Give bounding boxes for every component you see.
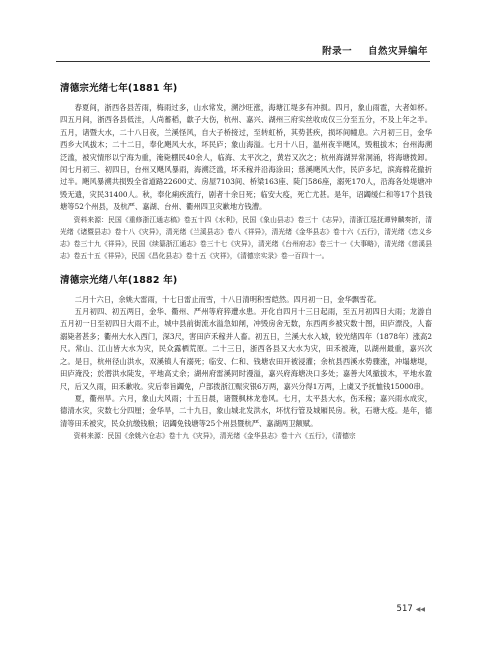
running-header	[322, 43, 428, 57]
header-rule	[56, 61, 430, 62]
page-number: 517	[396, 604, 413, 614]
paragraph: 五月初四、初五两日，金华、衢州、严州等府猝遭水患。开化自四月十三日起雨，至五月初四日大雨；龙游自五月初一日至初四日大雨不止，城中县前街流水溢急如闸，冲毁房舍无数，东西两乡被灾数十图，田庐漂没，人畜溺毙者甚多；衢州大水入西门，深3尺，害田庐禾稼并人畜。初五日，兰溪大水入城，较光绪四年（1878年）涨高2尺。常山、江山皆大水为灾，民众露栖荒原。二十三日，浙西各县又大水为灾，田禾被淹，以湖州最重，嘉兴次之。是日，杭州径山洪水，双溪镇人有溺死；临安、仁和、钱塘农田开被浸灌；余杭县西溪水势骤涨，冲塌塘堤，田庐淹没；於潜洪水陡发，平地高丈余；湖州府雷溪同时漫溢，嘉兴府海塘决口多处；嘉善大风撤拔木，平地水盈尺，后又久雨，田禾歉收。灾后奉旨蠲免，户部拨浙江赈灾银6万两，嘉兴分得1万两，上虞又予抚恤钱15000串。	[60, 307, 432, 391]
header-separator	[358, 46, 362, 57]
section-title: 清德宗光绪七年(1881 年)	[60, 83, 178, 94]
page-footer	[397, 604, 425, 614]
source-note: 资料来源：民国《余姚六仓志》卷十九《灾异》，清光绪《金华县志》卷十六《五行》，《清德宗	[73, 432, 356, 441]
section-1881	[60, 80, 432, 262]
paragraph: 夏，衢州旱。六月，象山大风雨；十五日晨，诸暨枫林龙卷风。七月，太平县大水，伤禾稼；嘉兴雨水成灾，德清水灾，灾数七分四厘；金华旱，二十九日，象山城北发洪水，坏忧行管及城厢民房。秋，石塘大疫。是年，德清等田禾被灾，民众抗缴钱粮；诏蠲免钱塘等25个州县暨杭严、嘉湖两卫额赋。	[60, 393, 432, 428]
section-title: 清德宗光绪八年(1882 年)	[60, 274, 178, 286]
page-content	[60, 70, 432, 448]
section-1882	[60, 272, 432, 442]
source-note: 资料来源：民国《重修浙江通志稿》卷五十四《水利》，民国《象山县志》卷三十《志异》，清浙江巡抚谭钟麟奏折，清光绪《诸暨县志》卷十八《灾异》，清光绪《兰溪县志》卷八《祥异》，清光绪《金华县志》卷十六《五行》，清光绪《忠义乡志》卷三十九《祥异》，民国《续纂浙江通志》卷三十七《灾异》，清光绪《台州府志》卷三十一《大事略》，清光绪《慈溪县志》卷五十五《祥异》，民国《昌化县志》卷十五《灾祥》，《清德宗实录》卷一百四十一。	[60, 215, 432, 260]
paragraph: 春夏间，浙西各县苦雨，梅雨过多，山水常发，溯沙旺涨，海塘江堤多有冲损。四月，象山雨雹，大者如杯。四五月间，浙西各县低洼，人尚蓄稻，歙子大伤，杭州、嘉兴、湖州三府实丝收成仅三分至五分，不及上年之半。五月，诸暨大水，二十八日夜，兰溪怪风，自大子桥接过，至转虹桥，其势甚疾，损坏间幢息。六月初三日，金华西乡大风拔木；二十二日，奉化飓风大水，坏民庐；象山海溢。七月十八日，温州夜半飓风，毁粗拔木；台州海溯泛滥，被灾情形以宁海为重，淹毙棚民40余人，临海、太平次之，黄岩又次之；杭州海湖异常洞涌，将海塘拨卸。闰七月初三、初四日，台州又飓风暴雨，海溯泛滥，坏禾稼并沿海涂田；慈溪飓风大作，民庐多圮，滨海棉花撤折过半。飓风暴溯共损毁全省道路22600丈、房屋7103间、桥梁163座、陡门586座，溺死170人，沿海各处堤塘冲毁无遗，灾民31400人。秋，奉化痢疾流行，剧者十余日死；临安大疫，死亡尤甚。是年，诏蠲缓仁和等17个县钱塘等52个州县，及杭严、嘉湖、台州、衢州四卫灾歉地方钱漕。	[60, 103, 432, 212]
paragraph: 二月十六日，余姚大雷雨，十七日雷止而雪，十八日清明积雪皑然。四月初一日，金华飘雪花。	[74, 294, 382, 304]
header-title: 自然灾异编年	[367, 46, 428, 57]
header-appendix: 附录一	[322, 46, 353, 57]
footer-mark: ◀◀	[415, 606, 425, 613]
